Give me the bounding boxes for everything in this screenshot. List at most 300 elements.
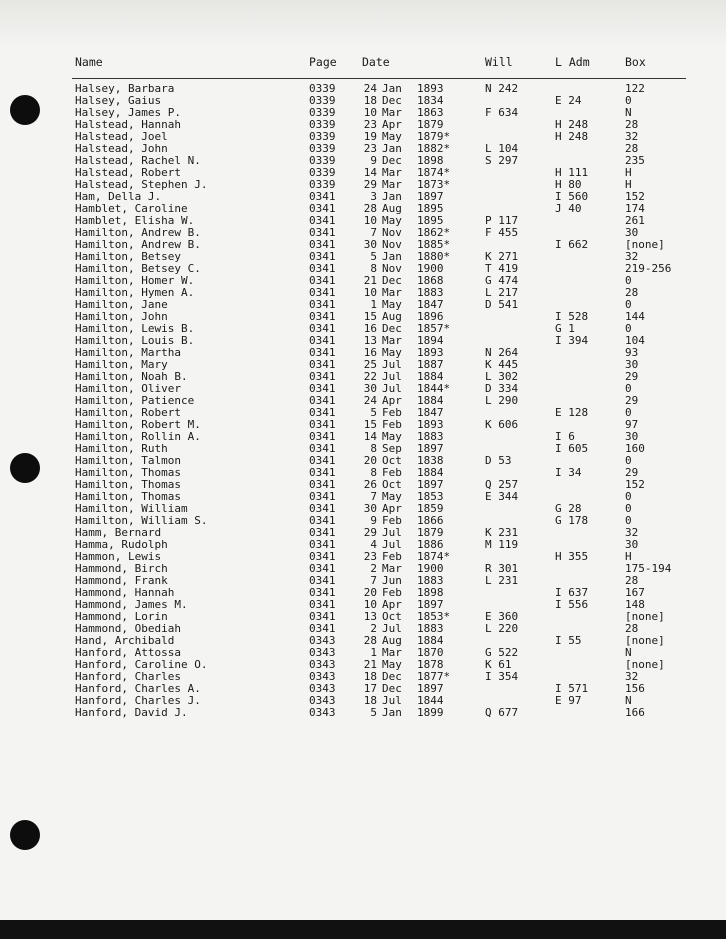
- entry-day: 4: [370, 538, 377, 551]
- entry-year: 1897: [417, 682, 444, 695]
- entry-year: 1873*: [417, 178, 451, 191]
- entry-page: 0341: [309, 538, 336, 551]
- entry-month: Jan: [382, 142, 402, 155]
- entry-name: Hammond, James M.: [75, 598, 188, 611]
- entry-name: Hamilton, Talmon: [75, 454, 181, 467]
- entry-year: 1884: [417, 466, 444, 479]
- entry-will: G 474: [485, 274, 519, 287]
- entry-year: 1900: [417, 562, 444, 575]
- entry-box: 174: [625, 202, 645, 215]
- entry-year: 1893: [417, 82, 444, 95]
- entry-page: 0341: [309, 226, 336, 239]
- entry-year: 1857*: [417, 322, 451, 335]
- entry-month: Apr: [382, 598, 402, 611]
- entry-will: L 104: [485, 142, 519, 155]
- entry-day: 23: [363, 118, 377, 131]
- entry-year: 1844*: [417, 382, 451, 395]
- entry-box: [none]: [625, 658, 665, 671]
- entry-will: L 220: [485, 622, 519, 635]
- entry-will: S 297: [485, 154, 519, 167]
- entry-will: D 334: [485, 382, 519, 395]
- entry-day: 25: [363, 358, 377, 371]
- entry-page: 0343: [309, 634, 336, 647]
- entry-day: 15: [363, 418, 377, 431]
- entry-day: 16: [363, 346, 377, 359]
- entry-year: 1853: [417, 490, 444, 503]
- entry-name: Hamm, Bernard: [75, 526, 162, 539]
- entry-will: K 271: [485, 250, 519, 263]
- entry-day: 20: [363, 586, 377, 599]
- entry-name: Halsey, Gaius: [75, 94, 162, 107]
- entry-day: 8: [370, 262, 377, 275]
- entry-name: Hamilton, Lewis B.: [75, 322, 195, 335]
- entry-box: 32: [625, 526, 639, 539]
- entry-page: 0341: [309, 430, 336, 443]
- entry-month: Mar: [382, 178, 402, 191]
- entry-page: 0339: [309, 154, 336, 167]
- entry-name: Hamilton, Andrew B.: [75, 238, 201, 251]
- entry-day: 9: [370, 154, 377, 167]
- entry-page: 0339: [309, 94, 336, 107]
- entry-ladm: I 637: [555, 586, 589, 599]
- entry-will: F 634: [485, 106, 519, 119]
- entry-day: 24: [363, 394, 377, 407]
- entry-name: Hamilton, Thomas: [75, 490, 181, 503]
- entry-page: 0341: [309, 250, 336, 263]
- entry-page: 0341: [309, 214, 336, 227]
- entry-year: 1895: [417, 214, 444, 227]
- entry-day: 10: [363, 214, 377, 227]
- entry-day: 2: [370, 622, 377, 635]
- entry-day: 5: [370, 706, 377, 719]
- entry-year: 1894: [417, 334, 444, 347]
- entry-ladm: H 248: [555, 118, 589, 131]
- entry-page: 0339: [309, 166, 336, 179]
- entry-day: 30: [363, 382, 377, 395]
- entry-day: 23: [363, 142, 377, 155]
- entry-will: E 360: [485, 610, 519, 623]
- entry-box: 32: [625, 130, 639, 143]
- header-name: Name: [75, 55, 103, 69]
- entry-year: 1878: [417, 658, 444, 671]
- entry-page: 0341: [309, 418, 336, 431]
- entry-year: 1897: [417, 190, 444, 203]
- entry-day: 10: [363, 286, 377, 299]
- entry-will: N 242: [485, 82, 519, 95]
- entry-year: 1879: [417, 526, 444, 539]
- entry-day: 7: [370, 226, 377, 239]
- entry-month: Nov: [382, 262, 402, 275]
- entry-box: 175-194: [625, 562, 672, 575]
- entry-page: 0341: [309, 346, 336, 359]
- entry-year: 1893: [417, 418, 444, 431]
- entry-name: Hamilton, Betsey: [75, 250, 181, 263]
- entry-name: Hamilton, John: [75, 310, 168, 323]
- entry-month: May: [382, 430, 402, 443]
- entry-month: May: [382, 130, 402, 143]
- entry-month: Mar: [382, 646, 402, 659]
- entry-month: Jan: [382, 82, 402, 95]
- entry-page: 0341: [309, 298, 336, 311]
- entry-year: 1897: [417, 478, 444, 491]
- entry-page: 0343: [309, 694, 336, 707]
- entry-year: 1898: [417, 154, 444, 167]
- entry-month: Feb: [382, 514, 402, 527]
- entry-day: 21: [363, 274, 377, 287]
- entry-year: 1874*: [417, 550, 451, 563]
- entry-page: 0339: [309, 130, 336, 143]
- entry-box: 30: [625, 226, 639, 239]
- entry-box: [none]: [625, 238, 665, 251]
- entry-name: Hamilton, Louis B.: [75, 334, 195, 347]
- entry-name: Hanford, Charles: [75, 670, 181, 683]
- entry-month: May: [382, 214, 402, 227]
- entry-day: 7: [370, 574, 377, 587]
- entry-will: M 119: [485, 538, 519, 551]
- entry-ladm: E 24: [555, 94, 582, 107]
- entry-ladm: I 605: [555, 442, 589, 455]
- entry-will: L 231: [485, 574, 519, 587]
- entry-page: 0341: [309, 190, 336, 203]
- entry-name: Hamblet, Elisha W.: [75, 214, 195, 227]
- entry-month: Feb: [382, 466, 402, 479]
- entry-page: 0341: [309, 334, 336, 347]
- entry-day: 23: [363, 550, 377, 563]
- entry-name: Hammond, Obediah: [75, 622, 181, 635]
- entry-box: 32: [625, 670, 639, 683]
- entry-name: Hamilton, Jane: [75, 298, 168, 311]
- entry-day: 18: [363, 670, 377, 683]
- entry-box: 0: [625, 382, 632, 395]
- entry-year: 1844: [417, 694, 444, 707]
- entry-box: 28: [625, 574, 639, 587]
- entry-month: Nov: [382, 238, 402, 251]
- entry-page: 0341: [309, 394, 336, 407]
- entry-ladm: G 1: [555, 322, 575, 335]
- entry-year: 1883: [417, 574, 444, 587]
- entry-will: L 290: [485, 394, 519, 407]
- entry-will: D 53: [485, 454, 512, 467]
- entry-month: Jul: [382, 526, 402, 539]
- entry-box: 261: [625, 214, 645, 227]
- entry-month: Jul: [382, 358, 402, 371]
- entry-month: Jul: [382, 538, 402, 551]
- entry-will: D 541: [485, 298, 519, 311]
- entry-year: 1879: [417, 118, 444, 131]
- entry-name: Hamilton, Hymen A.: [75, 286, 195, 299]
- entry-name: Hamilton, Thomas: [75, 466, 181, 479]
- scan-shading: [0, 0, 726, 48]
- entry-year: 1877*: [417, 670, 451, 683]
- entry-month: Jan: [382, 250, 402, 263]
- entry-ladm: I 571: [555, 682, 589, 695]
- entry-box: 0: [625, 502, 632, 515]
- entry-day: 21: [363, 658, 377, 671]
- entry-box: [none]: [625, 610, 665, 623]
- entry-name: Hammond, Hannah: [75, 586, 175, 599]
- entry-page: 0341: [309, 262, 336, 275]
- entry-name: Hanford, Caroline O.: [75, 658, 208, 671]
- entry-name: Hand, Archibald: [75, 634, 175, 647]
- entry-ladm: I 6: [555, 430, 575, 443]
- entry-box: 122: [625, 82, 645, 95]
- entry-box: 167: [625, 586, 645, 599]
- entry-box: 32: [625, 250, 639, 263]
- entry-year: 1859: [417, 502, 444, 515]
- entry-day: 10: [363, 598, 377, 611]
- entry-will: I 354: [485, 670, 519, 683]
- entry-box: 29: [625, 394, 639, 407]
- entry-year: 1895: [417, 202, 444, 215]
- entry-year: 1866: [417, 514, 444, 527]
- entry-box: N: [625, 106, 632, 119]
- entry-ladm: G 178: [555, 514, 589, 527]
- entry-month: Jun: [382, 574, 402, 587]
- entry-month: Jul: [382, 370, 402, 383]
- entry-will: P 117: [485, 214, 519, 227]
- entry-year: 1838: [417, 454, 444, 467]
- entry-box: 93: [625, 346, 639, 359]
- entry-year: 1885*: [417, 238, 451, 251]
- entry-name: Hammon, Lewis: [75, 550, 162, 563]
- entry-will: K 606: [485, 418, 519, 431]
- entry-day: 15: [363, 310, 377, 323]
- entry-will: Q 677: [485, 706, 519, 719]
- entry-box: 28: [625, 286, 639, 299]
- entry-will: K 231: [485, 526, 519, 539]
- entry-name: Hammond, Birch: [75, 562, 168, 575]
- entry-name: Hamilton, Ruth: [75, 442, 168, 455]
- entry-box: H: [625, 166, 632, 179]
- entry-year: 1897: [417, 598, 444, 611]
- entry-page: 0341: [309, 406, 336, 419]
- entry-day: 30: [363, 502, 377, 515]
- entry-page: 0339: [309, 178, 336, 191]
- entry-box: 30: [625, 538, 639, 551]
- entry-will: F 455: [485, 226, 519, 239]
- entry-page: 0341: [309, 514, 336, 527]
- entry-ladm: H 355: [555, 550, 589, 563]
- entry-box: [none]: [625, 634, 665, 647]
- entry-box: 97: [625, 418, 639, 431]
- entry-month: Apr: [382, 502, 402, 515]
- entry-name: Halstead, Hannah: [75, 118, 181, 131]
- entry-page: 0341: [309, 454, 336, 467]
- entry-month: May: [382, 490, 402, 503]
- entry-page: 0339: [309, 142, 336, 155]
- entry-day: 18: [363, 94, 377, 107]
- entry-box: 0: [625, 514, 632, 527]
- entry-name: Hamilton, Betsey C.: [75, 262, 201, 275]
- entry-will: T 419: [485, 262, 519, 275]
- entry-name: Hamilton, William S.: [75, 514, 208, 527]
- entry-year: 1887: [417, 358, 444, 371]
- entry-month: Dec: [382, 670, 402, 683]
- entry-page: 0343: [309, 658, 336, 671]
- entry-day: 9: [370, 514, 377, 527]
- entry-ladm: H 80: [555, 178, 582, 191]
- entry-day: 13: [363, 610, 377, 623]
- entry-box: N: [625, 646, 632, 659]
- entry-page: 0339: [309, 82, 336, 95]
- entry-page: 0341: [309, 622, 336, 635]
- entry-day: 20: [363, 454, 377, 467]
- entry-year: 1847: [417, 298, 444, 311]
- entry-ladm: E 128: [555, 406, 589, 419]
- entry-box: 0: [625, 406, 632, 419]
- entry-page: 0341: [309, 586, 336, 599]
- entry-ladm: H 111: [555, 166, 589, 179]
- entry-year: 1883: [417, 430, 444, 443]
- entry-will: Q 257: [485, 478, 519, 491]
- entry-page: 0341: [309, 238, 336, 251]
- entry-ladm: I 662: [555, 238, 589, 251]
- entry-month: Jan: [382, 190, 402, 203]
- entry-page: 0341: [309, 490, 336, 503]
- entry-box: 235: [625, 154, 645, 167]
- entry-name: Hanford, Charles A.: [75, 682, 201, 695]
- entry-day: 29: [363, 178, 377, 191]
- entry-month: Jan: [382, 706, 402, 719]
- header-rule: [72, 78, 686, 79]
- entry-page: 0341: [309, 370, 336, 383]
- entry-year: 1862*: [417, 226, 451, 239]
- entry-page: 0341: [309, 310, 336, 323]
- entry-month: Aug: [382, 310, 402, 323]
- entry-name: Hamilton, Robert: [75, 406, 181, 419]
- entry-year: 1874*: [417, 166, 451, 179]
- entry-day: 14: [363, 430, 377, 443]
- entry-name: Hamilton, Robert M.: [75, 418, 201, 431]
- entry-page: 0341: [309, 502, 336, 515]
- entry-box: 152: [625, 190, 645, 203]
- entry-year: 1868: [417, 274, 444, 287]
- entry-page: 0341: [309, 466, 336, 479]
- entry-name: Hamilton, Noah B.: [75, 370, 188, 383]
- entry-day: 8: [370, 466, 377, 479]
- entry-day: 3: [370, 190, 377, 203]
- header-date: Date: [362, 55, 390, 69]
- entry-name: Hamilton, Martha: [75, 346, 181, 359]
- entry-name: Hanford, Charles J.: [75, 694, 201, 707]
- entry-month: May: [382, 298, 402, 311]
- entry-box: 0: [625, 298, 632, 311]
- entry-name: Hamilton, Thomas: [75, 478, 181, 491]
- entry-page: 0341: [309, 610, 336, 623]
- entry-box: 144: [625, 310, 645, 323]
- scan-bottom-edge: [0, 920, 726, 939]
- entry-box: 29: [625, 370, 639, 383]
- entry-name: Hamilton, William: [75, 502, 188, 515]
- entry-page: 0341: [309, 574, 336, 587]
- entry-name: Hammond, Frank: [75, 574, 168, 587]
- entry-day: 30: [363, 238, 377, 251]
- entry-will: K 61: [485, 658, 512, 671]
- entry-name: Halsey, Barbara: [75, 82, 175, 95]
- entry-month: Aug: [382, 634, 402, 647]
- entry-day: 17: [363, 682, 377, 695]
- entry-day: 10: [363, 106, 377, 119]
- entry-box: N: [625, 694, 632, 707]
- entry-day: 8: [370, 442, 377, 455]
- entry-month: Apr: [382, 118, 402, 131]
- entry-month: Mar: [382, 106, 402, 119]
- entry-month: Aug: [382, 202, 402, 215]
- entry-box: 160: [625, 442, 645, 455]
- entry-year: 1847: [417, 406, 444, 419]
- entry-month: Jul: [382, 694, 402, 707]
- entry-year: 1886: [417, 538, 444, 551]
- entry-day: 1: [370, 646, 377, 659]
- record-table: [0, 83, 726, 719]
- entry-year: 1863: [417, 106, 444, 119]
- entry-month: Oct: [382, 454, 402, 467]
- entry-box: 104: [625, 334, 645, 347]
- entry-box: 30: [625, 430, 639, 443]
- entry-month: Dec: [382, 154, 402, 167]
- entry-box: 0: [625, 274, 632, 287]
- entry-month: May: [382, 346, 402, 359]
- entry-page: 0343: [309, 670, 336, 683]
- entry-box: 0: [625, 94, 632, 107]
- punch-hole-bottom: [10, 820, 40, 850]
- header-page: Page: [309, 55, 337, 69]
- entry-month: Oct: [382, 478, 402, 491]
- entry-ladm: J 40: [555, 202, 582, 215]
- entry-box: 29: [625, 466, 639, 479]
- entry-year: 1896: [417, 310, 444, 323]
- entry-box: 28: [625, 142, 639, 155]
- entry-ladm: H 248: [555, 130, 589, 143]
- entry-will: R 301: [485, 562, 519, 575]
- entry-page: 0343: [309, 646, 336, 659]
- entry-month: Apr: [382, 394, 402, 407]
- entry-box: 0: [625, 454, 632, 467]
- entry-year: 1899: [417, 706, 444, 719]
- entry-name: Halstead, Stephen J.: [75, 178, 208, 191]
- entry-month: Jul: [382, 622, 402, 635]
- entry-page: 0341: [309, 202, 336, 215]
- entry-month: May: [382, 658, 402, 671]
- entry-day: 7: [370, 490, 377, 503]
- entry-box: 219-256: [625, 262, 672, 275]
- entry-year: 1883: [417, 622, 444, 635]
- entry-year: 1897: [417, 442, 444, 455]
- entry-day: 28: [363, 634, 377, 647]
- entry-page: 0341: [309, 286, 336, 299]
- entry-ladm: I 528: [555, 310, 589, 323]
- entry-page: 0341: [309, 550, 336, 563]
- entry-month: Dec: [382, 94, 402, 107]
- entry-name: Hamilton, Patience: [75, 394, 195, 407]
- entry-year: 1884: [417, 634, 444, 647]
- entry-year: 1853*: [417, 610, 451, 623]
- entry-year: 1834: [417, 94, 444, 107]
- entry-box: 28: [625, 118, 639, 131]
- entry-name: Hanford, David J.: [75, 706, 188, 719]
- entry-will: G 522: [485, 646, 519, 659]
- entry-will: L 217: [485, 286, 519, 299]
- entry-name: Hamblet, Caroline: [75, 202, 188, 215]
- entry-box: 166: [625, 706, 645, 719]
- entry-ladm: I 560: [555, 190, 589, 203]
- entry-day: 22: [363, 370, 377, 383]
- entry-year: 1870: [417, 646, 444, 659]
- entry-month: Nov: [382, 226, 402, 239]
- entry-will: L 302: [485, 370, 519, 383]
- entry-page: 0341: [309, 478, 336, 491]
- entry-day: 26: [363, 478, 377, 491]
